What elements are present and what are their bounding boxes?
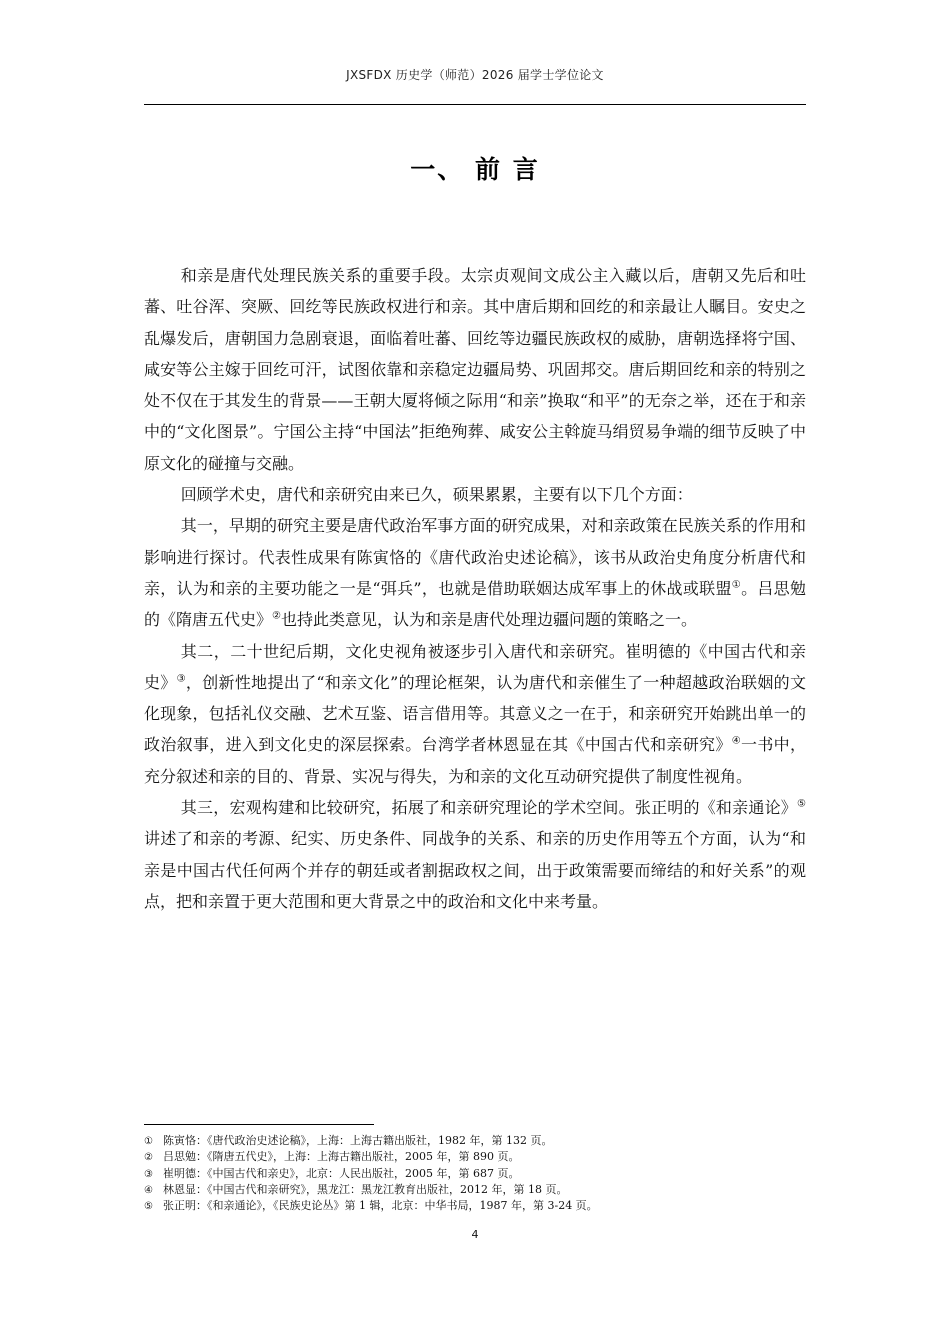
running-header: JXSFDX 历史学（师范）2026 届学士学位论文 [346,68,604,82]
paragraph-text: 。吕思勉的《隋唐五代史》 [144,578,806,630]
footnote-item [144,1182,806,1198]
section-title: 一、 前 言 [410,155,540,184]
paragraph-text: 也持此类意见，认为和亲是唐代处理边疆问题的策略之一。 [280,610,697,630]
footnote-number: ③ [144,1168,153,1180]
footnote-item [144,1166,806,1182]
footnote-marker[interactable]: ③ [176,673,186,685]
footnote-text: 张正明：《和亲通论》，《民族史论丛》第 1 辑，北京：中华书局，1987 年，第 3-24 页。 [163,1199,598,1213]
paragraph-text: 其三，宏观构建和比较研究，拓展了和亲研究理论的学术空间。张正明的《和亲通论》 [180,798,798,818]
footnote-marker[interactable]: ① [731,579,742,591]
paragraph-text: 回顾学术史，唐代和亲研究由来已久，硕果累累，主要有以下几个方面： [180,485,693,505]
footnote-item [144,1198,806,1214]
header-divider [144,104,806,105]
footnote-number: ② [144,1152,153,1164]
paragraph-text: 其一，早期的研究主要是唐代政治军事方面的研究成果，对和亲政策在民族关系的作用和影响进行探讨。代表性成果有陈寅恪的《唐代政治史述论稿》，该书从政治史角度分析唐代和亲，认为和亲的主要功能之一是“弭兵”，也就是借助联姻达成军事上的休战或联盟 [144,516,806,598]
paragraph [144,636,806,792]
footnote-text: 吕思勉：《隋唐五代史》，上海：上海古籍出版社，2005 年，第 890 页。 [163,1150,520,1164]
paragraph [144,510,806,635]
paragraph-text: 和亲是唐代处理民族关系的重要手段。太宗贞观间文成公主入藏以后，唐朝又先后和吐蕃、吐谷浑、突厥、回纥等民族政权进行和亲。其中唐后期和回纥的和亲最让人瞩目。安史之乱爆发后，唐朝国力急剧衰退，面临着吐蕃、回纥等边疆民族政权的威胁，唐朝选择将宁国、咸安等公主嫁于回纥可汗，试图依靠和亲稳定边疆局势、巩固邦交。唐后期回纥和亲的特别之处不仅在于其发生的背景——王朝大厦将倾之际用“和亲”换取“和平”的无奈之举，还在于和亲中的“文化图景”。宁国公主持“中国法”拒绝殉葬、咸安公主斡旋马绢贸易争端的细节反映了中原文化的碰撞与交融。 [144,266,806,473]
footnote-marker[interactable]: ② [272,610,281,622]
footnote-marker[interactable]: ⑤ [797,798,806,810]
footnote-number: ① [144,1136,153,1147]
footnote-number: ⑤ [144,1201,153,1213]
paragraph [144,792,806,917]
paragraph-text: 一书中，充分叙述和亲的目的、背景、实况与得失，为和亲的文化互动研究提供了制度性视角。 [144,735,806,786]
paragraph-text: ，创新性地提出了“和亲文化”的理论框架，认为唐代和亲催生了一种超越政治联姻的文化现象，包括礼仪交融、艺术互鉴、语言借用等。其意义之一在于，和亲研究开始跳出单一的政治叙事，进入到文化史的深层探索。台湾学者林恩显在其《中国古代和亲研究》 [144,672,806,755]
paragraph [144,479,806,510]
footnote-number: ④ [144,1184,153,1196]
footnotes [144,1133,806,1214]
body-text [144,260,806,917]
paragraph-text: 讲述了和亲的考源、纪实、历史条件、同战争的关系、和亲的历史作用等五个方面，认为“和亲是中国古代任何两个并存的朝廷或者割据政权之间，出于政策需要而缔结的和好关系”的观点，把和亲置于更大范围和更大背景之中的政治和文化中来考量。 [144,829,806,911]
footnote-text: 崔明德：《中国古代和亲史》，北京：人民出版社，2005 年，第 687 页。 [163,1166,520,1180]
footnote-item [144,1149,806,1165]
paragraph-text: 其二，二十世纪后期，文化史视角被逐步引入唐代和亲研究。崔明德的《中国古代和亲史》 [144,641,806,692]
footnote-marker[interactable]: ④ [731,736,741,748]
footnote-text: 林恩显：《中国古代和亲研究》，黑龙江：黑龙江教育出版社，2012 年，第 18 页。 [163,1182,568,1196]
page-number: 4 [471,1228,479,1241]
footnote-divider [144,1124,374,1125]
footnote-text: 陈寅恪：《唐代政治史述论稿》，上海：上海古籍出版社，1982 年，第 132 页。 [163,1134,553,1147]
footnote-item [144,1133,806,1149]
paragraph [144,260,806,479]
